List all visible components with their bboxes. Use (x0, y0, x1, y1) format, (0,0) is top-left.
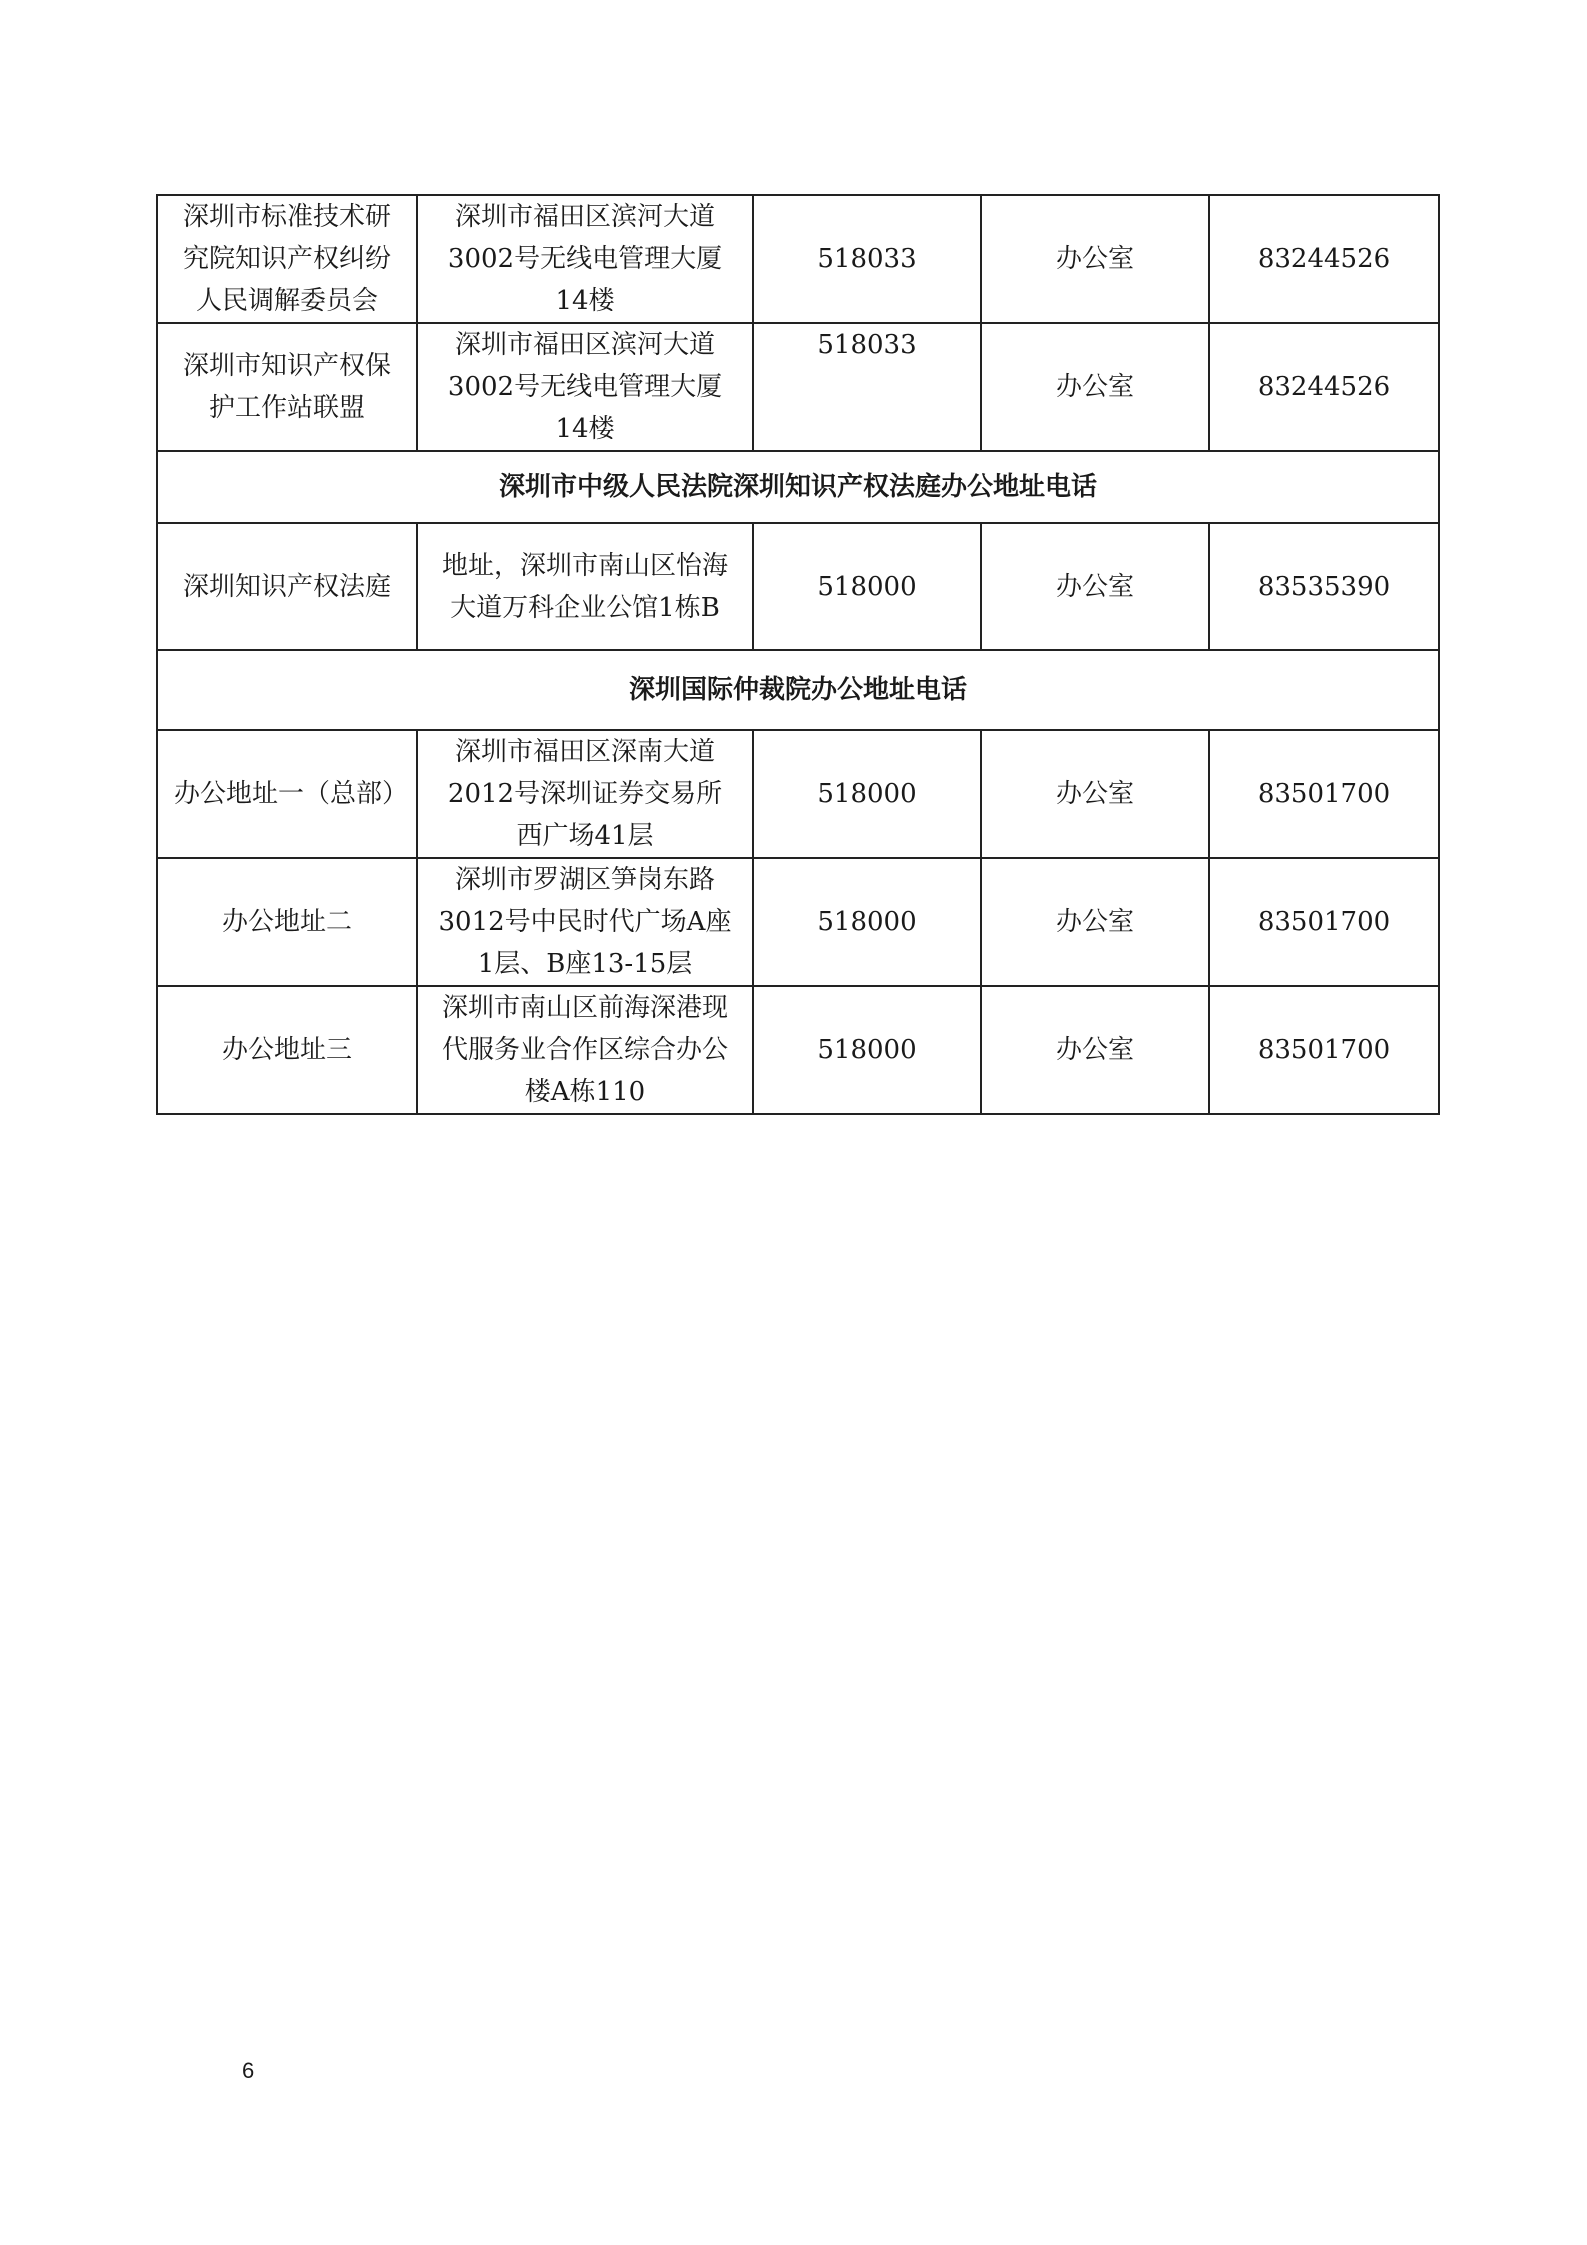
postcode-cell: 518000 (753, 858, 981, 986)
phone-cell: 83244526 (1209, 323, 1439, 451)
department-cell: 办公室 (981, 730, 1209, 858)
org-name-cell: 深圳市标准技术研究院知识产权纠纷人民调解委员会 (157, 195, 417, 323)
address-cell: 深圳市福田区滨河大道3002号无线电管理大厦14楼 (417, 323, 753, 451)
org-name-cell: 深圳知识产权法庭 (157, 523, 417, 650)
address-cell: 深圳市福田区滨河大道3002号无线电管理大厦14楼 (417, 195, 753, 323)
table-row (157, 323, 1439, 451)
org-name-cell: 办公地址三 (157, 986, 417, 1114)
phone-cell: 83244526 (1209, 195, 1439, 323)
section-title: 深圳市中级人民法院深圳知识产权法庭办公地址电话 (157, 451, 1439, 523)
section-header-row (157, 650, 1439, 730)
postcode-cell: 518033 (753, 195, 981, 323)
postcode-cell: 518033 (753, 323, 981, 451)
table-row (157, 523, 1439, 650)
page-number: 6 (242, 2058, 255, 2083)
department-cell: 办公室 (981, 195, 1209, 323)
org-name-cell: 办公地址一（总部） (157, 730, 417, 858)
department-cell: 办公室 (981, 523, 1209, 650)
phone-cell: 83501700 (1209, 858, 1439, 986)
contacts-table (156, 194, 1440, 1115)
postcode-cell: 518000 (753, 730, 981, 858)
org-name-cell: 深圳市知识产权保护工作站联盟 (157, 323, 417, 451)
department-cell: 办公室 (981, 323, 1209, 451)
department-cell: 办公室 (981, 986, 1209, 1114)
table-row (157, 730, 1439, 858)
address-cell: 深圳市南山区前海深港现代服务业合作区综合办公楼A栋110 (417, 986, 753, 1114)
address-cell: 深圳市罗湖区笋岗东路3012号中民时代广场A座1层、B座13-15层 (417, 858, 753, 986)
phone-cell: 83501700 (1209, 986, 1439, 1114)
phone-cell: 83535390 (1209, 523, 1439, 650)
postcode-cell: 518000 (753, 523, 981, 650)
phone-cell: 83501700 (1209, 730, 1439, 858)
table-row (157, 986, 1439, 1114)
org-name-cell: 办公地址二 (157, 858, 417, 986)
section-header-row (157, 451, 1439, 523)
section-title: 深圳国际仲裁院办公地址电话 (157, 650, 1439, 730)
address-cell: 地址，深圳市南山区怡海大道万科企业公馆1栋B (417, 523, 753, 650)
department-cell: 办公室 (981, 858, 1209, 986)
table-row (157, 858, 1439, 986)
table-row (157, 195, 1439, 323)
address-cell: 深圳市福田区深南大道2012号深圳证券交易所西广场41层 (417, 730, 753, 858)
postcode-cell: 518000 (753, 986, 981, 1114)
